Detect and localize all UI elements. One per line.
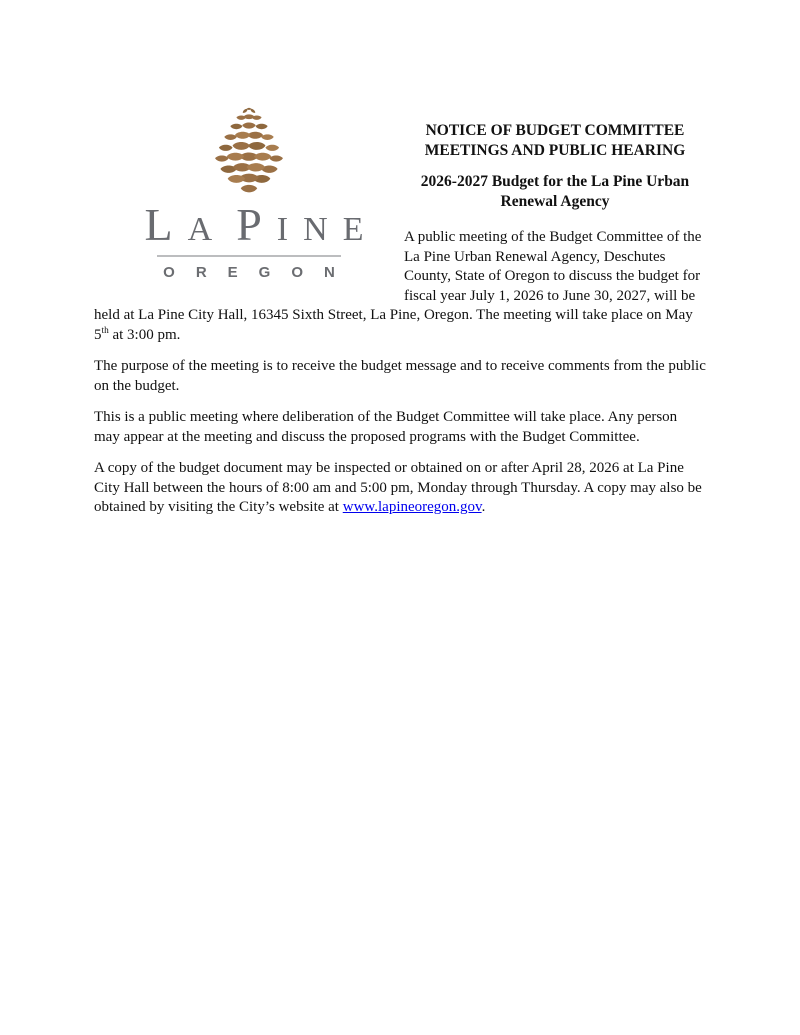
- notice-title-line2: MEETINGS AND PUBLIC HEARING: [424, 141, 686, 159]
- notice-title-line1: NOTICE OF BUDGET COMMITTEE: [425, 122, 685, 139]
- paragraph-purpose: The purpose of the meeting is to receive the budget message and to receive comments from the public on the budget.: [94, 358, 706, 394]
- logo-letter: P: [236, 199, 262, 250]
- lapine-logo: [94, 0, 404, 303]
- pinecone-icon: [210, 103, 288, 198]
- meeting-text: A public meeting of the Budget Committee of the La Pine Urban Renewal Agency, Deschutes County, State of Oregon to discuss the budget for fiscal year July 1, 2026 to June 30, 2027, will be held at La Pine City Hall, 16345 Sixth Street, La Pine, Oregon. The meeting will take place on May 5: [94, 229, 702, 343]
- logo-letter: I: [276, 211, 289, 248]
- logo-letter: A: [187, 211, 213, 248]
- ordinal-superscript: th: [101, 325, 109, 336]
- logo-wordmark: [135, 199, 364, 250]
- subject-title-line1: 2026-2027 Budget for the La Pine Urban: [420, 173, 690, 190]
- logo-divider: [157, 255, 341, 257]
- paragraph-budget-copy: [94, 459, 706, 518]
- logo-letter: L: [144, 199, 173, 250]
- website-link[interactable]: www.lapineoregon.gov: [342, 499, 482, 515]
- meeting-text-end: at 3:00 pm.: [108, 326, 181, 343]
- subject-title-line2: Renewal Agency: [500, 192, 610, 210]
- copy-text: A copy of the budget document may be inspected or obtained on or after April 28, 2026 at La Pine City Hall between the hours of 8:00 am and 5:00 pm, Monday through Thursday. A copy may also be obtained by visiting the City’s website at: [94, 460, 702, 515]
- logo-subtitle: OREGON: [163, 264, 356, 281]
- logo-letter: N: [303, 211, 328, 248]
- paragraph-deliberation: This is a public meeting where deliberation of the Budget Committee will take place. Any person may appear at the meeting and discuss the proposed programs with the Budget Committee.: [94, 409, 678, 445]
- logo-letter: E: [342, 211, 364, 248]
- copy-text-end: .: [481, 499, 486, 515]
